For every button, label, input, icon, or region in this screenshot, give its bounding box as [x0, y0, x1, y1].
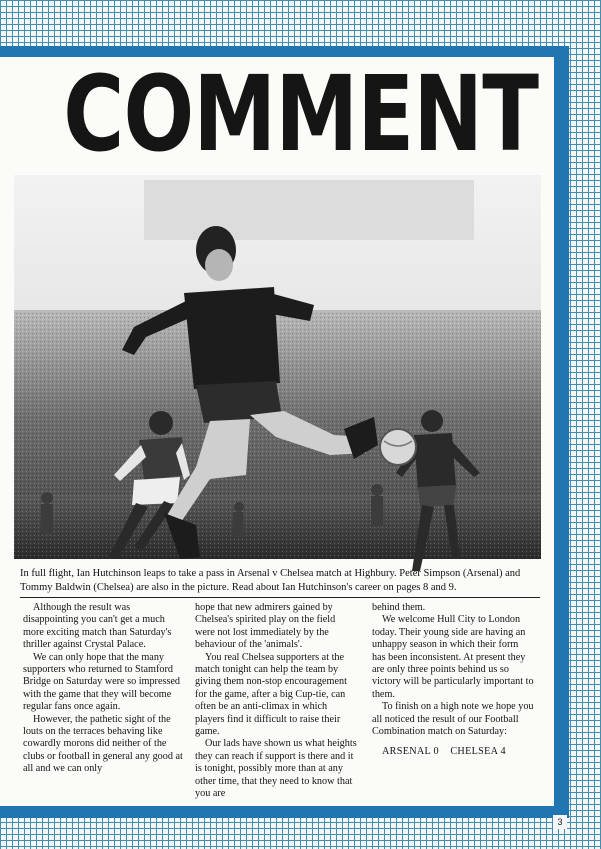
page-number: 3 [553, 815, 567, 829]
page-title: COMMENT [63, 53, 539, 175]
article-paragraph: You real Chelsea supporters at the match tonight can help the team by giving them non-stop encouragement for the game, after a big Cup-tie, can often be an anti-climax in which players find it difficult to raise their game. [195, 651, 347, 738]
article-paragraph: hope that new admirers gained by Chelsea's spirited play on the field were not lost immediately by the behaviour of the 'animals'. [195, 602, 336, 651]
photo-caption: In full flight, Ian Hutchinson leaps to take a pass in Arsenal v Chelsea match at Highbury. Peter Simpson (Arsenal) and Tommy Baldwin (Chelsea) are also in the picture. Read about Ian Hutchinson's career on pages 8 and 9. [20, 568, 521, 593]
article-column-1 [23, 602, 185, 776]
article-paragraph: Although the result was disappointing you can't get a much more exciting match than Saturday's thriller against Crystal Palace. [23, 602, 172, 651]
match-result: ARSENAL 0 CHELSEA 4 [382, 746, 506, 758]
article-paragraph: To finish on a high note we hope you all noticed the result of our Football Combination match on Saturday: [372, 701, 534, 738]
programme-page [0, 53, 554, 806]
article-column-3 [372, 602, 534, 759]
article-paragraph: We welcome Hull City to London today. Their young side are having an unhappy season in which their form has been inconsistent. At present they are only three points behind us so victory will be particularly important to them. [372, 614, 534, 700]
caption-divider [20, 597, 540, 598]
article-paragraph: behind them. [372, 602, 426, 613]
article-paragraph: Our lads have shown us what heights they can reach if support is there and it is tonight, possibly more than at any other time, that they need to know that you are [195, 738, 357, 800]
article-paragraph: We can only hope that the many supporters who returned to Stamford Bridge on Saturday were so impressed with the game that they will become regular fans once again. [23, 651, 181, 713]
football-action-photo [14, 175, 541, 559]
article-paragraph: However, the pathetic sight of the louts on the terraces behaving like cowardly morons did neither of the clubs or football in general any good at all and we can only [23, 713, 183, 775]
article-column-2 [195, 602, 357, 801]
photo-illustration [14, 175, 541, 559]
